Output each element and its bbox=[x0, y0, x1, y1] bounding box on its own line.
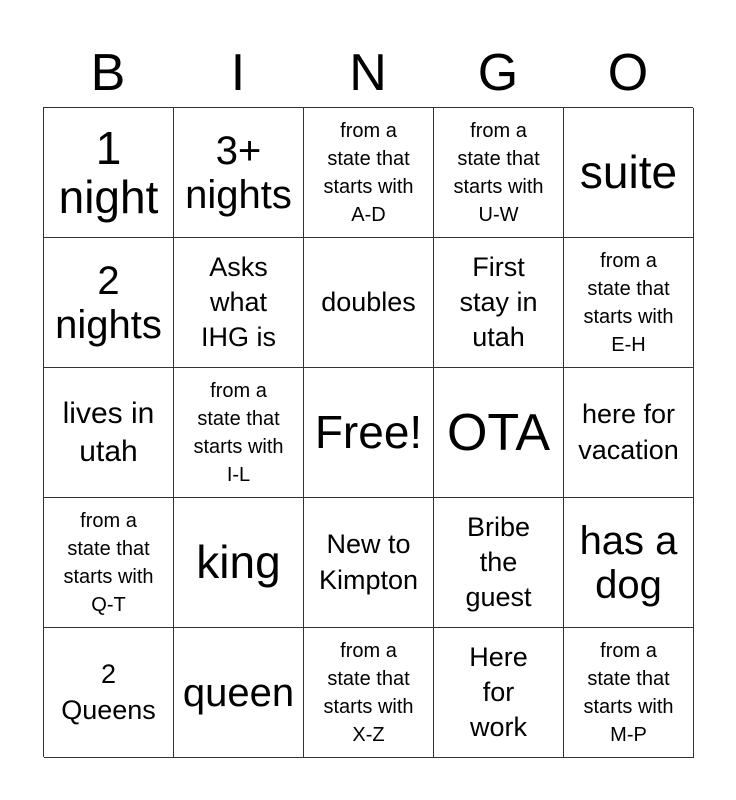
bingo-cell-r1c4 bbox=[434, 108, 564, 238]
cell-text: First stay in utah bbox=[459, 251, 538, 353]
bingo-cell-r4c1 bbox=[44, 498, 174, 628]
cell-text: king bbox=[196, 536, 281, 589]
bingo-cell-r1c1 bbox=[44, 108, 174, 238]
bingo-cell-r3c4 bbox=[434, 368, 564, 498]
cell-text: lives in utah bbox=[62, 397, 155, 468]
cell-text: Free! bbox=[314, 406, 423, 459]
bingo-cell-r4c5 bbox=[564, 498, 694, 628]
bingo-cell-r2c3 bbox=[304, 238, 434, 368]
bingo-cell-r1c2 bbox=[174, 108, 304, 238]
cell-text: Asks what IHG is bbox=[200, 251, 276, 353]
bingo-cell-r2c5 bbox=[564, 238, 694, 368]
bingo-board bbox=[43, 107, 693, 757]
bingo-cell-r2c2 bbox=[174, 238, 304, 368]
bingo-cell-free bbox=[304, 368, 434, 498]
bingo-cell-r3c1 bbox=[44, 368, 174, 498]
bingo-cell-r2c4 bbox=[434, 238, 564, 368]
cell-text: 2 nights bbox=[55, 258, 162, 347]
bingo-cell-r5c3 bbox=[304, 628, 434, 758]
header-letter-o: O bbox=[607, 44, 649, 102]
bingo-cell-r5c5 bbox=[564, 628, 694, 758]
bingo-cell-r3c5 bbox=[564, 368, 694, 498]
cell-text: Bribe the guest bbox=[465, 511, 532, 613]
cell-text: 3+ nights bbox=[185, 128, 292, 217]
bingo-cell-r4c4 bbox=[434, 498, 564, 628]
bingo-cell-r1c5 bbox=[564, 108, 694, 238]
bingo-cell-r5c2 bbox=[174, 628, 304, 758]
header-letter-b: B bbox=[90, 44, 126, 102]
cell-text: Here for work bbox=[469, 641, 528, 743]
cell-text: suite bbox=[579, 146, 678, 199]
cell-text: from a state that starts with I-L bbox=[193, 379, 284, 486]
bingo-cell-r5c4 bbox=[434, 628, 564, 758]
cell-text: 1 night bbox=[58, 122, 159, 223]
header-letter-n: N bbox=[349, 44, 387, 102]
cell-text: from a state that starts with Q-T bbox=[63, 509, 154, 616]
bingo-cell-r5c1 bbox=[44, 628, 174, 758]
header-letter-i: I bbox=[230, 44, 246, 102]
cell-text: from a state that starts with X-Z bbox=[323, 639, 414, 746]
bingo-header bbox=[43, 40, 693, 106]
cell-text: New to Kimpton bbox=[318, 529, 419, 595]
cell-text: has a dog bbox=[579, 518, 678, 607]
cell-text: from a state that starts with M-P bbox=[583, 639, 674, 746]
bingo-cell-r2c1 bbox=[44, 238, 174, 368]
cell-text: here for vacation bbox=[578, 399, 679, 465]
header-letter-g: G bbox=[477, 44, 519, 102]
bingo-cell-r3c2 bbox=[174, 368, 304, 498]
cell-text: from a state that starts with A-D bbox=[323, 119, 414, 226]
cell-text: from a state that starts with U-W bbox=[453, 119, 544, 226]
cell-text: queen bbox=[182, 670, 295, 715]
cell-text: OTA bbox=[446, 403, 551, 462]
cell-text: 2 Queens bbox=[61, 659, 156, 725]
bingo-cell-r4c3 bbox=[304, 498, 434, 628]
bingo-cell-r1c3 bbox=[304, 108, 434, 238]
bingo-cell-r4c2 bbox=[174, 498, 304, 628]
cell-text: doubles bbox=[321, 286, 416, 317]
cell-text: from a state that starts with E-H bbox=[583, 249, 674, 356]
